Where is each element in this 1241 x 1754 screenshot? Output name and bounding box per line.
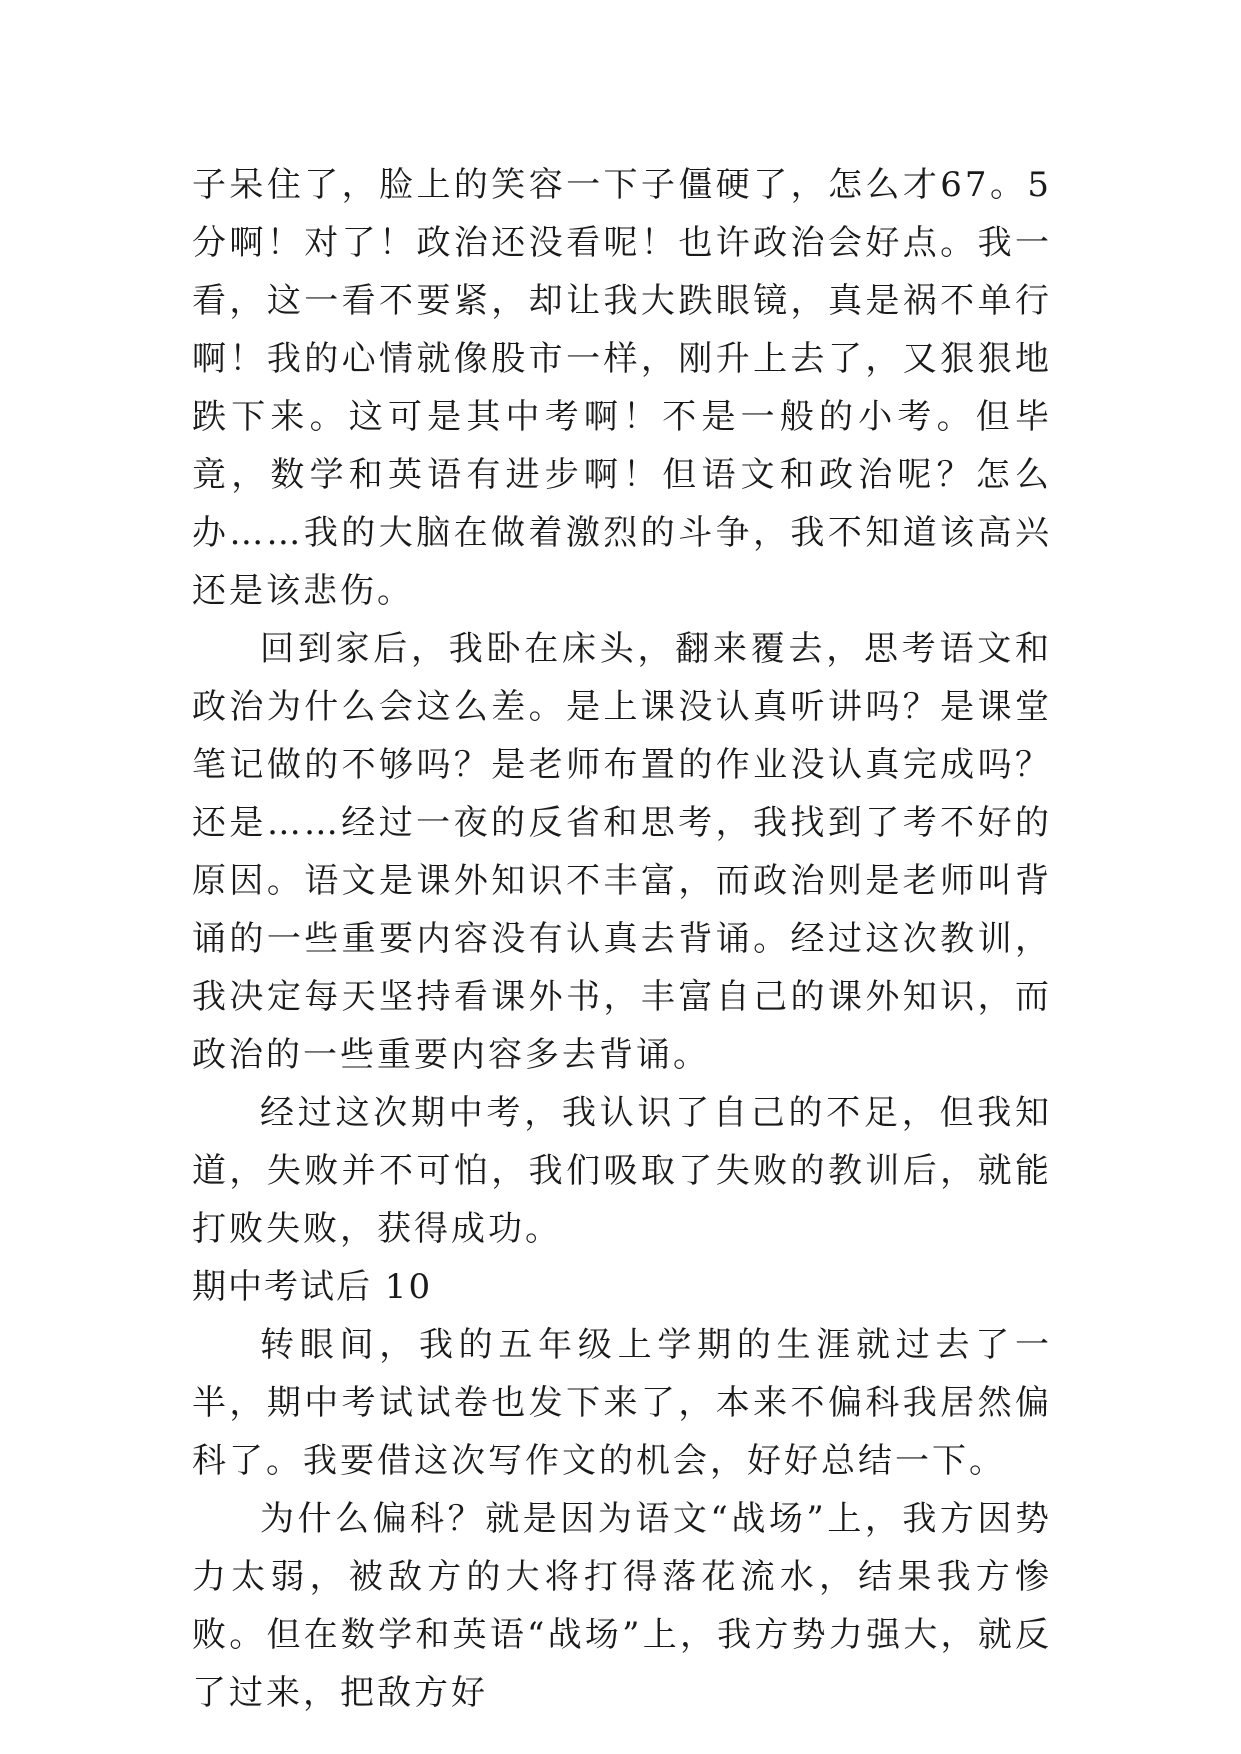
paragraph-conclusion: 经过这次期中考，我认识了自己的不足，但我知道，失败并不可怕，我们吸取了失败的教训后，就能打败失败，获得成功。: [192, 1093, 1052, 1249]
paragraph-reflection: 回到家后，我卧在床头，翻来覆去，思考语文和政治为什么会这么差。是上课没认真听讲吗？是课堂笔记做的不够吗？是老师布置的作业没认真完成吗？还是……经过一夜的反省和思考，我找到了考不好的原因。语文是课外知识不丰富，而政治则是老师叫背诵的一些重要内容没有认真去背诵。经过这次教训，我决定每天坚持看课外书，丰富自己的课外知识，而政治的一些重要内容多去背诵。: [192, 629, 1052, 1075]
paragraph-section-intro: 转眼间，我的五年级上学期的生涯就过去了一半，期中考试试卷也发下来了，本来不偏科我居然偏科了。我要借这次写作文的机会，好好总结一下。: [192, 1325, 1052, 1481]
paragraph-section-battle: 为什么偏科？就是因为语文“战场”上，我方因势力太弱，被敌方的大将打得落花流水，结果我方惨败。但在数学和英语“战场”上，我方势力强大，就反了过来，把敌方好: [192, 1499, 1052, 1713]
document-body: [192, 156, 1052, 1722]
paragraph-score-reaction: 子呆住了，脸上的笑容一下子僵硬了，怎么才67。5分啊！对了！政治还没看呢！也许政治会好点。我一看，这一看不要紧，却让我大跌眼镜，真是祸不单行啊！我的心情就像股市一样，刚升上去了，又狠狠地跌下来。这可是其中考啊！不是一般的小考。但毕竟，数学和英语有进步啊！但语文和政治呢？怎么办……我的大脑在做着激烈的斗争，我不知道该高兴还是该悲伤。: [192, 165, 1052, 611]
section-title: 期中考试后 10: [192, 1267, 433, 1307]
